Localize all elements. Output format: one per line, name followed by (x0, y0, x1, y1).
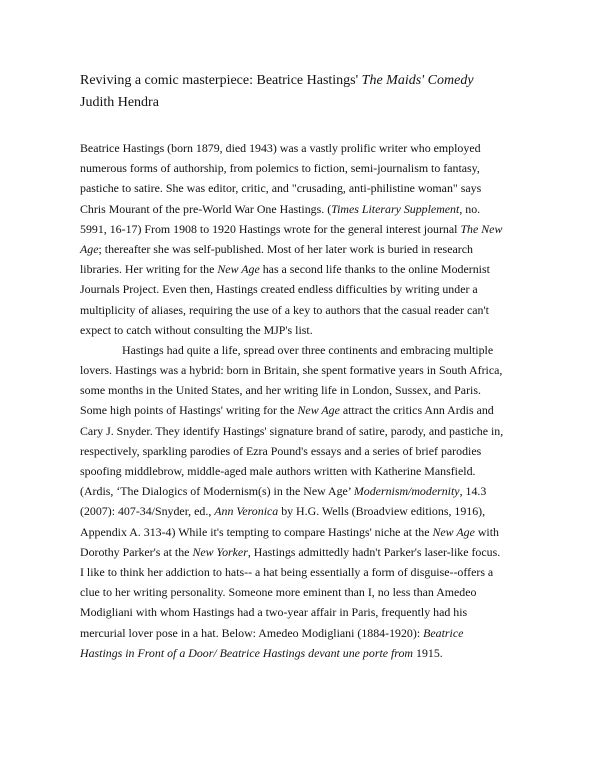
text-segment: Dorothy Parker's at the (80, 544, 193, 559)
text-segment: libraries. Her writing for the (80, 262, 218, 277)
text-segment: Beatrice Hastings (born 1879, died 1943) was a vastly prolific writer who employed (80, 141, 481, 155)
italic-text: New Age (297, 403, 340, 418)
text-segment: attract the critics Ann Ardis and (339, 403, 494, 418)
text-segment: spoofing middlebrow, middle-aged male authors written with Katherine Mansfield. (80, 464, 476, 478)
document-title-italic: The Maids' Comedy (361, 73, 474, 88)
paragraph (80, 138, 542, 340)
italic-text: New Yorker (192, 544, 248, 559)
italic-text: Times Literary Supplement (331, 201, 460, 216)
text-line (80, 320, 542, 340)
text-segment: Chris Mourant of the pre-World War One Hastings. ( (80, 201, 332, 216)
text-line (80, 501, 542, 521)
text-line (80, 602, 542, 622)
text-line (80, 481, 542, 501)
italic-text: New Age (432, 524, 475, 539)
text-segment: Appendix A. 313-4) While it's tempting to compare Hastings' niche at the (80, 524, 433, 539)
text-line (80, 360, 542, 380)
italic-text: Modernism/modernity (353, 484, 460, 499)
text-line (80, 300, 542, 320)
italic-text: Hastings in Front of a Door/ Beatrice Hastings devant une porte from (80, 645, 414, 660)
text-line (80, 178, 542, 198)
text-line (80, 562, 542, 582)
text-segment: by H.G. Wells (Broadview editions, 1916), (278, 504, 486, 519)
text-line (80, 199, 542, 219)
text-segment: clue to her writing personality. Someone more eminent than I, no less than Amedeo (80, 585, 477, 600)
text-line (80, 582, 542, 602)
text-line (80, 643, 542, 663)
italic-text: Age (80, 241, 99, 256)
text-line (80, 219, 542, 239)
text-segment: Journals Project. Even then, Hastings created endless difficulties by writing under a (80, 282, 478, 297)
text-segment: , 14.3 (459, 484, 487, 499)
text-segment: mercurial lover pose in a hat. Below: Amedeo Modigliani (1884-1920): (80, 625, 424, 640)
document-title (80, 70, 540, 92)
text-segment: Modigliani with whom Hastings had a two-year affair in Paris, frequently had his (80, 605, 468, 620)
text-line (80, 623, 542, 643)
text-segment: Cary J. Snyder. They identify Hastings' signature brand of satire, parody, and pastiche in, (80, 423, 504, 438)
italic-text: Ann Veronica (214, 504, 279, 519)
document-author: Judith Hendra (80, 95, 159, 110)
text-line (80, 441, 542, 461)
text-segment: (2007): 407-34/Snyder, ed., (80, 504, 215, 519)
text-line (80, 279, 542, 299)
italic-text: New Age (217, 262, 260, 277)
text-segment: with (474, 524, 499, 539)
text-segment: pastiche to satire. She was editor, critic, and "crusading, anti-philistine woman" says (80, 181, 482, 196)
text-segment: 5991, 16-17) From 1908 to 1920 Hastings wrote for the general interest journal (80, 221, 461, 236)
text-segment: , no. (459, 201, 481, 216)
document-title-text: Reviving a comic masterpiece: Beatrice Hastings' (80, 73, 362, 88)
text-line (80, 522, 542, 542)
text-line (80, 421, 542, 441)
text-segment: 1915. (413, 645, 443, 660)
text-segment: ; thereafter she was self-published. Most of her later work is buried in research (98, 241, 473, 256)
text-segment: I like to think her addiction to hats-- a hat being essentially a form of disguise--offers a (80, 564, 494, 579)
italic-text: The New (460, 221, 503, 236)
text-line (80, 542, 542, 562)
text-segment: some months in the United States, and her writing life in London, Sussex, and Paris. (80, 383, 481, 398)
text-segment: lovers. Hastings was a hybrid: born in Britain, she spent formative years in South Africa, (80, 363, 503, 378)
text-line (80, 461, 542, 481)
italic-text: Beatrice (423, 625, 464, 640)
text-segment: (Ardis, ‘The Dialogics of Modernism(s) in the New Age’ (80, 484, 354, 499)
text-segment: , Hastings admittedly hadn't Parker's laser-like focus. (247, 544, 501, 559)
document-body (80, 138, 542, 663)
text-line (80, 400, 542, 420)
text-segment: multiplicity of aliases, requiring the use of a key to authors that the casual reader can't (80, 302, 489, 317)
text-segment: expect to catch without consulting the MJP's list. (80, 322, 313, 337)
text-segment: has a second life thanks to the online Modernist (259, 262, 490, 277)
text-line (80, 158, 542, 178)
text-segment: Hastings had quite a life, spread over three continents and embracing multiple (122, 342, 494, 357)
text-line (80, 380, 542, 400)
text-segment: respectively, sparkling parodies of Ezra Pound's essays and a series of brief parodies (80, 443, 482, 458)
text-segment: Some high points of Hastings' writing for the (80, 403, 298, 418)
text-line (80, 138, 542, 158)
paragraph (80, 340, 542, 663)
text-line (80, 259, 542, 279)
text-line (80, 340, 542, 360)
text-line (80, 239, 542, 259)
text-segment: numerous forms of authorship, from polemics to fiction, semi-journalism to fantasy, (80, 161, 480, 176)
